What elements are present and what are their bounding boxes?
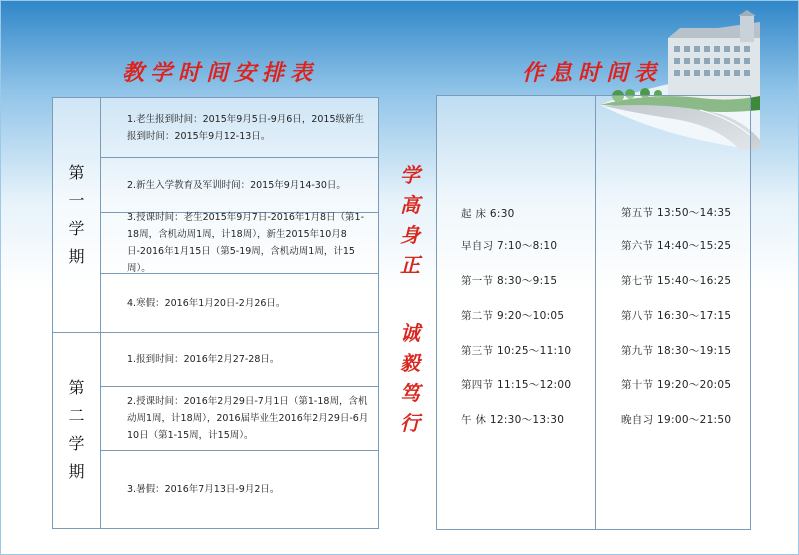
schedule-item: 早自习 7:10～8:10 <box>461 240 558 252</box>
schedule-item: 第三节 10:25～11:10 <box>461 345 572 357</box>
schedule-item: 第二节 9:20～10:05 <box>461 310 565 322</box>
teaching-schedule-title: 教学时间安排表 <box>122 60 319 86</box>
schedule-item: 第一节 8:30～9:15 <box>461 275 558 287</box>
semester-1-item: 3.授课时间：老生2015年9月7日-2016年1月8日（第1-18周，含机动周1周，计18周），新生2015年10月8日-2016年1月15日（第5-19周，含机动周1周，计15周）。 <box>101 213 378 274</box>
semester-label: 第二学期 <box>68 378 85 481</box>
daily-schedule-table <box>436 95 751 530</box>
semester-2-header <box>53 332 101 528</box>
schedule-item: 第八节 16:30～17:15 <box>621 310 732 322</box>
schedule-item: 起 床 6:30 <box>461 208 515 220</box>
semester-1-item: 4.寒假：2016年1月20日-2月26日。 <box>127 297 286 309</box>
semester-2-item: 2.授课时间：2016年2月29日-7月1日（第1-18周，含机动周1周，计18周），2016届毕业生2016年2月29日-6月10日（第1-15周，计15周）。 <box>101 387 378 451</box>
schedule-item: 午 休 12:30～13:30 <box>461 414 565 426</box>
semester-2-item: 3.暑假：2016年7月13日-9月2日。 <box>127 484 280 495</box>
schedule-item: 第九节 18:30～19:15 <box>621 345 732 357</box>
motto-part-1: 学高身正 <box>400 163 420 277</box>
motto-part-2: 诚毅笃行 <box>400 321 420 435</box>
schedule-item: 第五节 13:50～14:35 <box>621 207 732 219</box>
semester-2-item: 1.报到时间：2016年2月27-28日。 <box>101 332 378 387</box>
semester-label: 第一学期 <box>68 163 85 266</box>
schedule-item: 第六节 14:40～15:25 <box>621 240 732 252</box>
schedule-item: 晚自习 19:00～21:50 <box>621 414 732 426</box>
semester-1-item: 2.新生入学教育及军训时间：2015年9月14-30日。 <box>101 158 378 213</box>
schedule-item: 第七节 15:40～16:25 <box>621 275 732 287</box>
schedule-item: 第四节 11:15～12:00 <box>461 379 572 391</box>
column-divider <box>595 96 596 529</box>
semester-1-item: 1.老生报到时间：2015年9月5日-9月6日，2015级新生报到时间：2015年9月12-13日。 <box>101 98 378 158</box>
daily-schedule-title: 作息时间表 <box>522 60 663 86</box>
schedule-item: 第十节 19:20～20:05 <box>621 379 732 391</box>
teaching-schedule-table <box>52 97 379 529</box>
semester-1-header <box>53 98 101 332</box>
